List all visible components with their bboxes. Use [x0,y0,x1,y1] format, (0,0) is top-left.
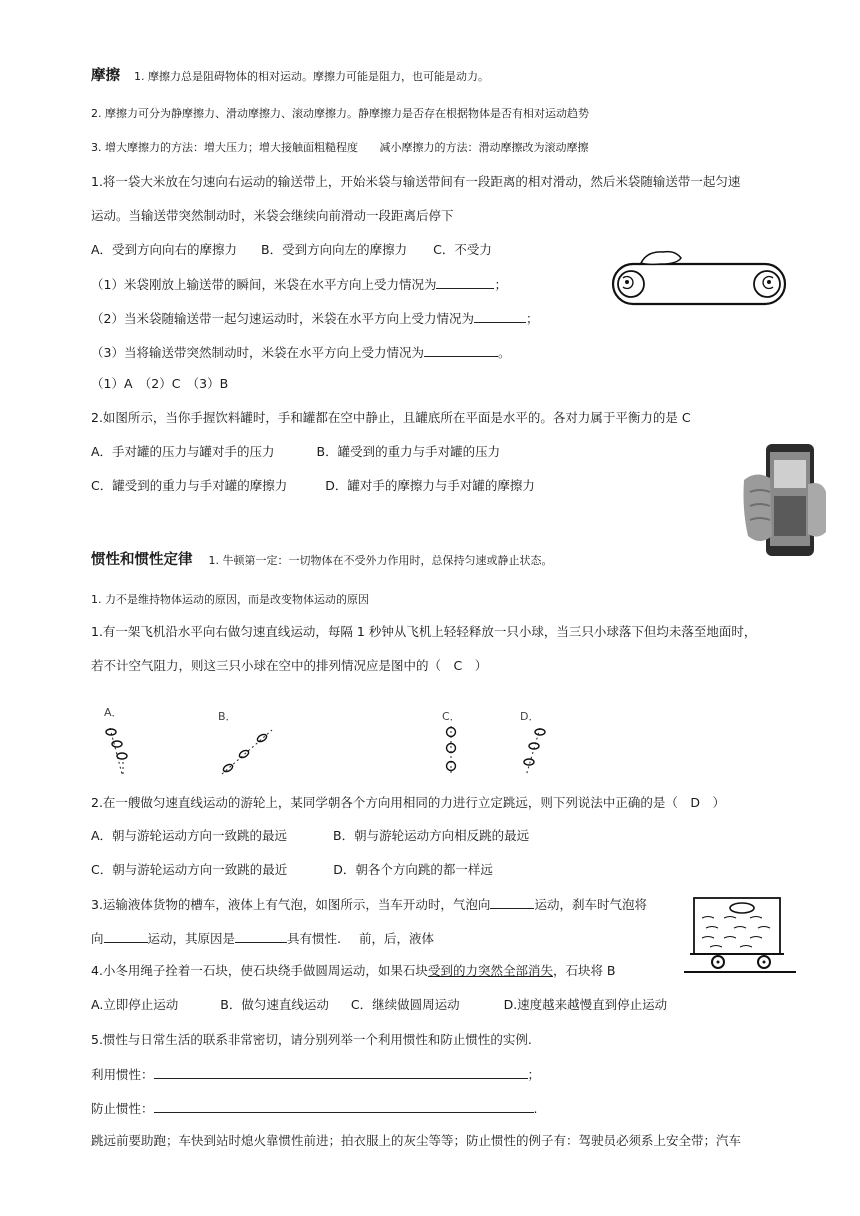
friction-q1-line2: 运动。当输送带突然制动时，米袋会继续向前滑动一段距离后停下 [91,208,454,223]
friction-q1-sub2 [91,310,538,327]
sub2-end: ； [525,311,539,326]
friction-q1-sub1 [91,276,507,293]
figure-label-c: C． [442,710,461,723]
q3-text-a: 3.运输液体货物的槽车，液体上有气泡，如图所示，当车开动时，气泡向 [91,897,491,912]
inertia-q5-answer: 跳远前要助跑；车快到站时熄火靠惯性前进；拍衣服上的灰尘等等；防止惯性的例子有：驾驶员必须系上安全带；汽车 [91,1133,742,1148]
inertia-q2-options-ab [91,828,529,844]
option-b: B．做匀速直线运动 [220,997,329,1012]
friction-heading-row [91,68,489,85]
tank-truck-figure [684,890,798,978]
q4-text-a: 4.小冬用绳子拴着一石块，使石块绕手做圆周运动，如果石块 [91,963,428,978]
option-b: B．罐受到的重力与手对罐的压力 [316,444,501,459]
inertia-q3-line2 [91,930,434,947]
inertia-q5-use-row [91,1066,540,1083]
option-a: A．手对罐的压力与罐对手的压力 [91,444,275,459]
option-d: D．罐对手的摩擦力与手对罐的摩擦力 [325,478,535,493]
q3-text-b: 运动，刹车时气泡将 [534,897,647,912]
friction-q1-options [91,242,492,258]
q3-text-d: 运动，其原因是 [147,931,236,946]
q5-prevent-label: 防止惯性： [91,1101,154,1116]
answer-blank[interactable] [154,1066,528,1079]
inertia-law: 1. 牛顿第一定：一切物体在不受外力作用时，总保持匀速或静止状态。 [208,554,553,567]
inertia-q3-line1 [91,896,647,913]
friction-q2-line: 2.如图所示，当你手握饮料罐时，手和罐都在空中静止，且罐底所在平面是水平的。各对力属于平衡力的是 C [91,410,691,425]
q4-text-b: ，石块将 B [552,963,616,978]
inertia-q4-options [91,997,667,1013]
option-a: A．受到方向向右的摩擦力 [91,242,238,257]
option-c: C．不受力 [433,242,492,257]
friction-note-3a: 3. 增大摩擦力的方法：增大压力；增大接触面粗糙程度 [91,141,358,154]
q3-text-e: 具有惯性. [287,931,342,946]
option-a: A．朝与游轮运动方向一致跳的最远 [91,828,288,843]
q3-answer: 前，后，液体 [359,931,435,946]
sub1-end: ； [494,277,507,292]
option-d: D.速度越来越慢直到停止运动 [503,997,668,1012]
friction-q1-sub3 [91,344,510,361]
friction-q2-options-cd [91,478,535,494]
answer-blank[interactable] [474,310,526,323]
inertia-heading-row [91,552,552,569]
inertia-q2-line: 2.在一艘做匀速直线运动的游轮上，某同学朝各个方向用相同的力进行立定跳远，则下列说法中正确的是（ D ） [91,795,726,810]
inertia-q2-options-cd [91,862,493,878]
q3-text-c: 向 [91,931,104,946]
inertia-q5-line: 5.惯性与日常生活的联系非常密切，请分别列举一个利用惯性和防止惯性的实例. [91,1032,532,1047]
option-c: C．罐受到的重力与手对罐的摩擦力 [91,478,288,493]
ball-figure-c [438,724,468,778]
friction-q1-answer: （1）A （2）C （3）B [91,376,229,391]
option-a: A.立即停止运动 [91,997,179,1012]
figure-label-a: A． [104,706,123,719]
answer-blank[interactable] [436,276,494,289]
option-b: B．受到方向向左的摩擦力 [261,242,408,257]
conveyor-belt-figure [605,248,795,306]
friction-q1-line1: 1.将一袋大米放在匀速向右运动的输送带上，开始米袋与输送带间有一段距离的相对滑动，然后米袋随输送带一起匀速 [91,174,741,189]
sub3-end: 。 [497,345,511,360]
q5-use-end: ； [527,1067,541,1082]
friction-note-3 [91,140,589,156]
answer-blank[interactable] [104,930,148,943]
section-heading-inertia: 惯性和惯性定律 [91,552,193,568]
sub2-text: （2）当米袋随输送带一起匀速运动时，米袋在水平方向上受力情况为 [91,311,474,326]
friction-q2-options-ab [91,444,500,460]
q5-prevent-end: . [533,1101,538,1116]
section-heading-friction: 摩擦 [91,68,120,84]
option-c: C．朝与游轮运动方向一致跳的最近 [91,862,288,877]
answer-blank[interactable] [154,1100,534,1113]
answer-blank[interactable] [235,930,287,943]
ball-figure-a [100,722,160,778]
answer-blank[interactable] [490,896,534,909]
sub1-text: （1）米袋刚放上输送带的瞬间，米袋在水平方向上受力情况为 [91,277,437,292]
inertia-q1-line1: 1.有一架飞机沿水平向右做匀速直线运动，每隔 1 秒钟从飞机上轻轻释放一只小球，当三只小球落下但均未落至地面时， [91,624,757,639]
option-c: C．继续做圆周运动 [350,997,460,1012]
figure-label-b: B． [218,710,237,723]
q4-text-underlined: 受到的力突然全部消失 [427,963,553,978]
hand-holding-can-image [742,440,828,558]
friction-note-1: 1. 摩擦力总是阻碍物体的相对运动。摩擦力可能是阻力，也可能是动力。 [133,70,489,83]
sub3-text: （3）当将输送带突然制动时，米袋在水平方向上受力情况为 [91,345,424,360]
answer-blank[interactable] [424,344,498,357]
ball-figure-d [514,724,554,778]
inertia-q5-prevent-row [91,1100,538,1117]
inertia-q4-line [91,963,616,979]
friction-note-2: 2. 摩擦力可分为静摩擦力、滑动摩擦力、滚动摩擦力。静摩擦力是否存在根据物体是否有相对运动趋势 [91,107,589,120]
friction-note-3b: 减小摩擦力的方法：滑动摩擦改为滚动摩擦 [379,141,589,154]
inertia-note: 1. 力不是维持物体运动的原因，而是改变物体运动的原因 [91,593,369,606]
ball-figure-b [214,726,280,778]
figure-label-d: D． [520,710,540,723]
option-b: B．朝与游轮运动方向相反跳的最远 [333,828,530,843]
q5-use-label: 利用惯性： [91,1067,154,1082]
option-d: D．朝各个方向跳的都一样远 [333,862,493,877]
inertia-q1-line2: 若不计空气阻力，则这三只小球在空中的排列情况应是图中的（ C ） [91,658,488,673]
